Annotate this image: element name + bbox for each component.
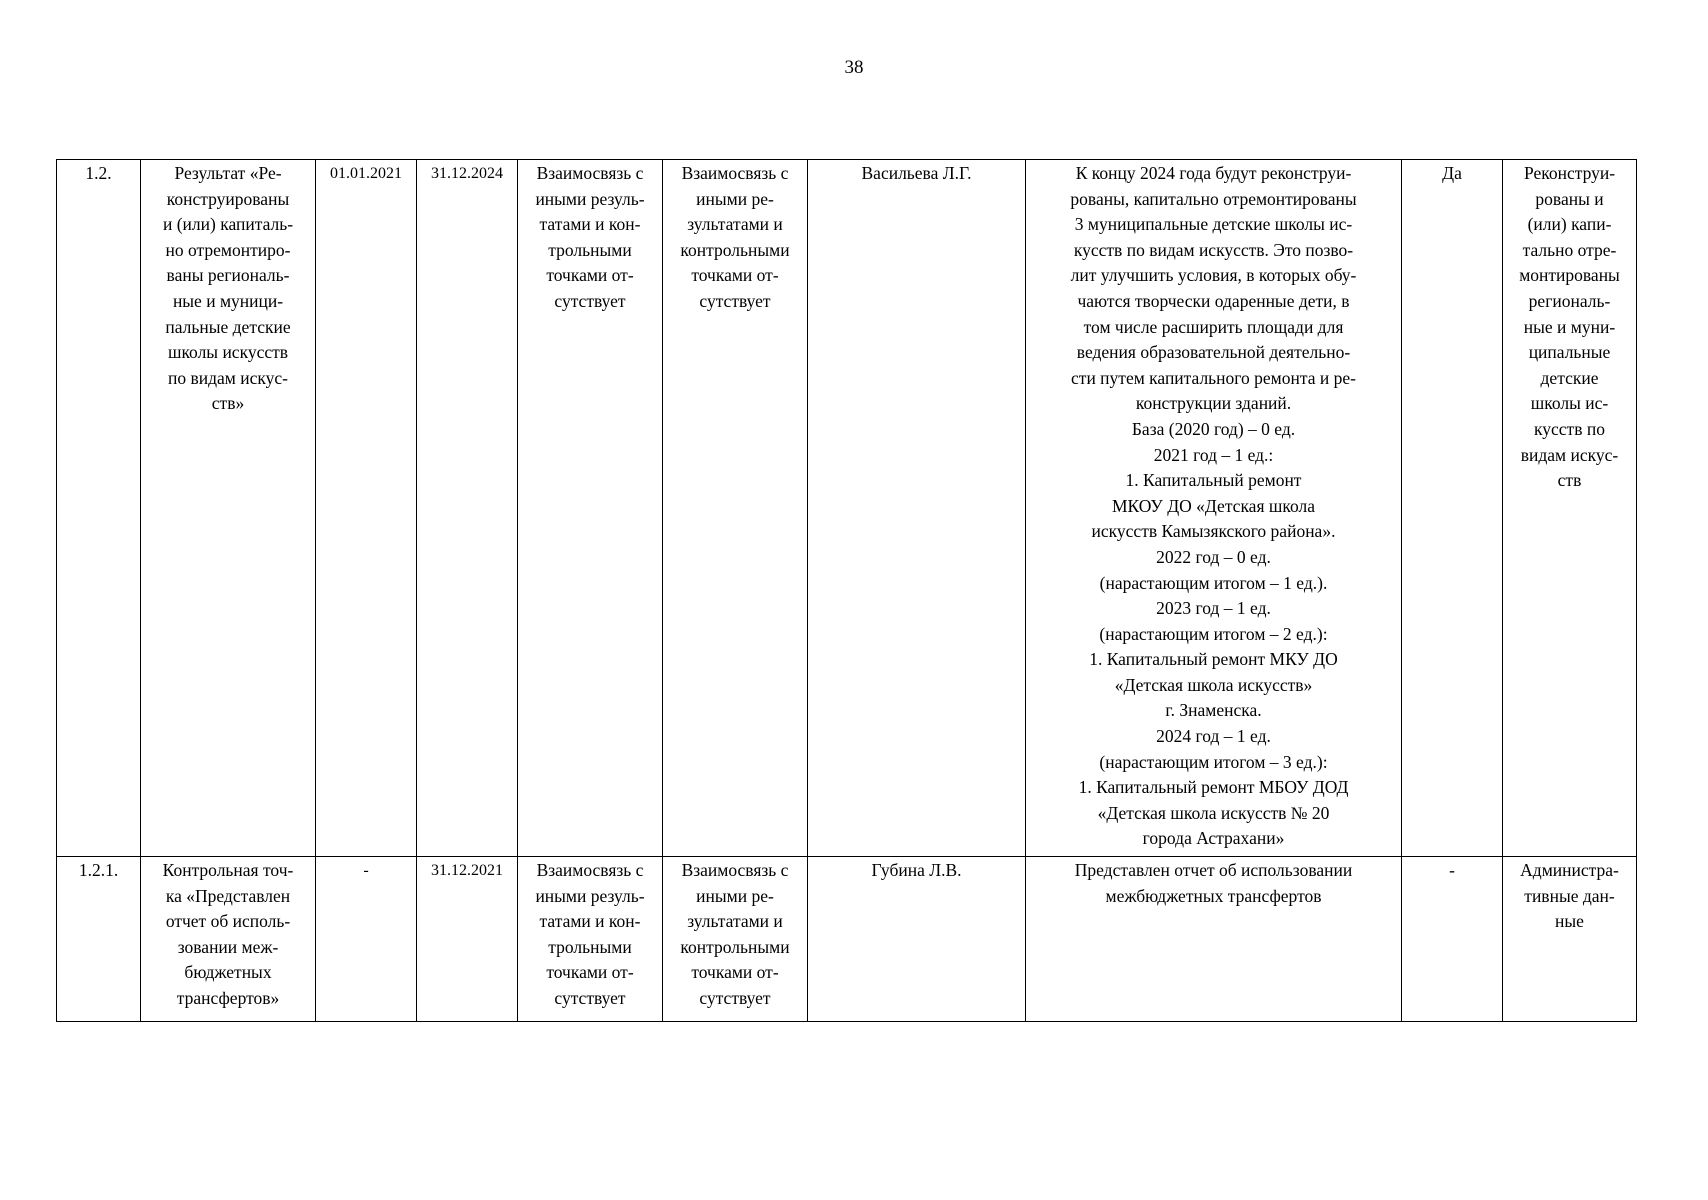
relation-results-line: Взаимосвязь с — [536, 163, 644, 183]
result-description-line: чаются творчески одаренные дети, в — [1077, 290, 1350, 311]
responsible-person-cell: Губина Л.В. — [808, 857, 1026, 1022]
relation-results-line: точками от- — [546, 265, 634, 286]
result-description-line: База (2020 год) – 0 ед. — [1131, 418, 1296, 439]
relation-results-line: татами и кон- — [539, 214, 641, 235]
end-date-cell: 31.12.2024 — [417, 160, 518, 857]
source-document-line: ные — [1555, 911, 1584, 932]
relation-results-line: точками от- — [546, 962, 634, 983]
result-description-line: «Детская школа искусств» — [1114, 674, 1313, 695]
result-description-line: (нарастающим итогом – 3 ед.): — [1099, 751, 1328, 772]
relation-control-points-line: иными ре- — [696, 885, 774, 906]
item-name-line: школы искусств — [167, 342, 289, 363]
result-description-line: 2023 год – 1 ед. — [1156, 598, 1271, 619]
result-description-line: ведения образовательной деятельно- — [1076, 342, 1351, 363]
relation-control-points-line: сутствует — [699, 988, 771, 1008]
result-description-line: (нарастающим итогом – 1 ед.). — [1099, 572, 1328, 593]
result-description-line: 2021 год – 1 ед.: — [1153, 444, 1274, 465]
page-number: 38 — [844, 57, 864, 78]
item-name-line: отчет об исполь- — [165, 911, 291, 932]
result-description-line: 3 муниципальные детские школы ис- — [1074, 214, 1353, 235]
result-description-line: 2022 год – 0 ед. — [1156, 546, 1271, 567]
relation-results-line: сутствует — [554, 290, 626, 311]
relation-control-points-line: контрольными — [680, 936, 790, 957]
result-description-line: Представлен отчет об использовании — [1074, 860, 1353, 881]
relation-results-line: трольными — [548, 936, 632, 957]
result-description-line: МКОУ ДО «Детская школа — [1111, 495, 1315, 516]
result-description-line: сти путем капитального ремонта и ре- — [1071, 367, 1356, 388]
source-document-line: школы ис- — [1530, 393, 1609, 414]
item-name-cell — [141, 857, 316, 1022]
row-number-cell: 1.2.1. — [57, 857, 141, 1022]
flag-value-cell: Да — [1402, 160, 1503, 857]
item-name-line: бюджетных — [184, 962, 272, 983]
relation-control-points-line: сутствует — [699, 290, 771, 311]
relation-results-line: иными резуль- — [535, 188, 645, 209]
start-date-cell: 01.01.2021 — [316, 160, 417, 857]
result-description-cell — [1026, 857, 1402, 1022]
relation-control-points-cell — [663, 160, 808, 857]
result-description-line: том числе расширить площади для — [1083, 316, 1344, 337]
relation-control-points-line: точками от- — [691, 962, 779, 983]
result-description-line: К концу 2024 года будут реконструи- — [1075, 163, 1352, 183]
source-document-line: монтированы — [1519, 265, 1620, 286]
item-name-line: трансфертов» — [176, 988, 280, 1008]
responsible-person-cell: Васильева Л.Г. — [808, 160, 1026, 857]
result-description-line: лит улучшить условия, в которых обу- — [1070, 265, 1357, 286]
item-name-line: по видам искус- — [168, 367, 288, 388]
relation-control-points-line: иными ре- — [696, 188, 774, 209]
source-document-line: детские — [1540, 367, 1599, 388]
result-description-line: г. Знаменска. — [1165, 700, 1262, 721]
result-description-line: рованы, капитально отремонтированы — [1070, 188, 1357, 209]
source-document-line: кусств по — [1534, 418, 1605, 439]
source-document-cell — [1503, 857, 1637, 1022]
source-document-line: ств — [1557, 470, 1582, 491]
source-document-line: ципальные — [1528, 342, 1611, 363]
source-document-line: региональ- — [1528, 290, 1611, 311]
item-name-line: Контрольная точ- — [162, 860, 294, 881]
relation-control-points-line: Взаимосвязь с — [681, 860, 789, 881]
result-description-line: межбюджетных трансфертов — [1105, 885, 1322, 906]
item-name-line: пальные детские — [165, 316, 291, 337]
result-description-line: 1. Капитальный ремонт МКУ ДО — [1089, 649, 1338, 670]
source-document-line: тивные дан- — [1524, 885, 1615, 906]
relation-control-points-line: Взаимосвязь с — [681, 163, 789, 183]
source-document-line: видам искус- — [1520, 444, 1619, 465]
item-name-line: ка «Представлен — [165, 885, 291, 906]
item-name-line: ные и муници- — [172, 290, 284, 311]
table-body — [57, 160, 1637, 1022]
relation-control-points-line: зультатами и — [687, 911, 783, 932]
source-document-line: Реконструи- — [1523, 163, 1616, 183]
result-description-line: 1. Капитальный ремонт — [1125, 470, 1302, 491]
item-name-line: ваны региональ- — [166, 265, 290, 286]
item-name-line: но отремонтиро- — [165, 239, 291, 260]
start-date-cell: - — [316, 857, 417, 1022]
source-document-line: ные и муни- — [1523, 316, 1616, 337]
result-description-line: 1. Капитальный ремонт МБОУ ДОД — [1078, 777, 1349, 798]
result-description-line: города Астрахани» — [1142, 828, 1285, 849]
item-name-line: зовании меж- — [177, 936, 279, 957]
result-description-line: искусств Камызякского района». — [1091, 521, 1336, 542]
relation-results-line: иными резуль- — [535, 885, 645, 906]
result-description-line: «Детская школа искусств № 20 — [1097, 802, 1330, 823]
result-description-line: кусств по видам искусств. Это позво- — [1073, 239, 1354, 260]
item-name-cell — [141, 160, 316, 857]
item-name-line: и (или) капиталь- — [162, 214, 294, 235]
source-document-line: тально отре- — [1522, 239, 1617, 260]
item-name-line: Результат «Ре- — [174, 163, 282, 183]
source-document-line: (или) капи- — [1527, 214, 1612, 235]
flag-value-cell: - — [1402, 857, 1503, 1022]
relation-results-line: татами и кон- — [539, 911, 641, 932]
relation-results-line: сутствует — [554, 988, 626, 1008]
relation-results-line: трольными — [548, 239, 632, 260]
relation-control-points-line: контрольными — [680, 239, 790, 260]
source-document-line: Администра- — [1520, 860, 1619, 881]
relation-control-points-line: зультатами и — [687, 214, 783, 235]
item-name-line: конструированы — [166, 188, 290, 209]
result-description-line: (нарастающим итогом – 2 ед.): — [1099, 623, 1328, 644]
result-description-line: 2024 год – 1 ед. — [1156, 726, 1271, 747]
relation-results-line: Взаимосвязь с — [536, 860, 644, 881]
relation-results-cell — [518, 857, 663, 1022]
source-document-line: рованы и — [1535, 188, 1604, 209]
item-name-line: ств» — [211, 393, 245, 414]
relation-control-points-line: точками от- — [691, 265, 779, 286]
end-date-cell: 31.12.2021 — [417, 857, 518, 1022]
plan-table — [56, 159, 1637, 1022]
table-row — [57, 160, 1637, 857]
relation-control-points-cell — [663, 857, 808, 1022]
relation-results-cell — [518, 160, 663, 857]
row-number-cell: 1.2. — [57, 160, 141, 857]
result-description-line: конструкции зданий. — [1135, 393, 1292, 414]
table-row — [57, 857, 1637, 1022]
source-document-cell — [1503, 160, 1637, 857]
result-description-cell — [1026, 160, 1402, 857]
